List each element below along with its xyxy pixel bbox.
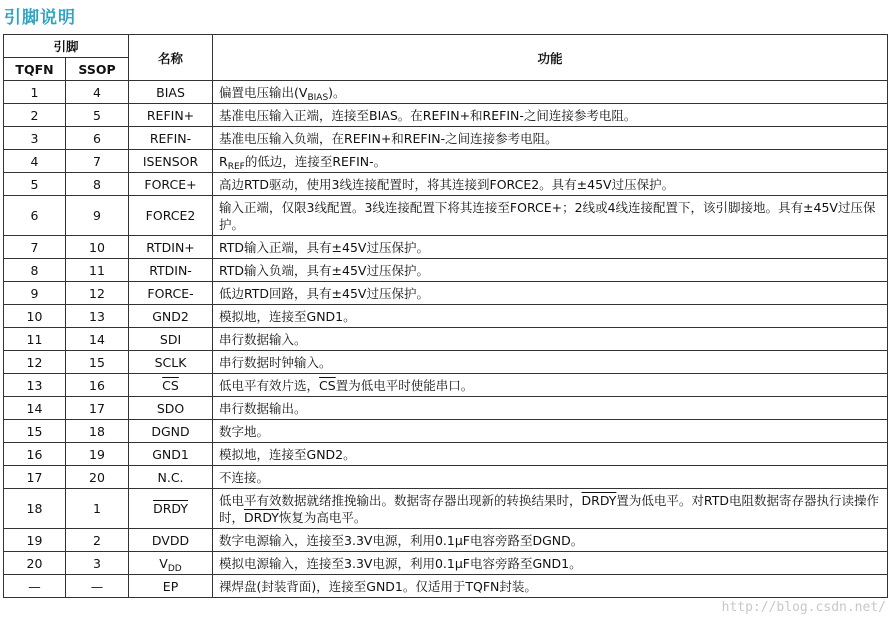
tqfn-cell: 14 <box>4 397 66 420</box>
ssop-cell: 4 <box>66 81 129 104</box>
function-cell <box>213 196 888 236</box>
table-row <box>4 374 888 397</box>
tqfn-cell: 20 <box>4 552 66 575</box>
function-cell <box>213 282 888 305</box>
table-row <box>4 420 888 443</box>
name-cell <box>129 104 213 127</box>
table-row <box>4 305 888 328</box>
name-cell <box>129 575 213 598</box>
function-text: 偏置电压输出(V <box>219 84 308 100</box>
tqfn-cell: 13 <box>4 374 66 397</box>
ssop-cell: 6 <box>66 127 129 150</box>
function-cell <box>213 173 888 196</box>
table-row <box>4 328 888 351</box>
table-row <box>4 127 888 150</box>
function-text: 裸焊盘(封装背面)，连接至GND1。仅适用于TQFN封装。 <box>219 578 537 594</box>
table-row <box>4 196 888 236</box>
pin-name-subscript: DD <box>167 563 182 574</box>
ssop-cell: 8 <box>66 173 129 196</box>
ssop-cell: 19 <box>66 443 129 466</box>
function-cell <box>213 397 888 420</box>
ssop-cell: 2 <box>66 529 129 552</box>
tqfn-cell: 16 <box>4 443 66 466</box>
ssop-cell: — <box>66 575 129 598</box>
pin-name: DVDD <box>151 532 190 548</box>
table-row <box>4 282 888 305</box>
name-cell <box>129 259 213 282</box>
ssop-cell: 11 <box>66 259 129 282</box>
pin-name: N.C. <box>157 469 184 485</box>
name-cell <box>129 489 213 529</box>
table-row <box>4 104 888 127</box>
function-text: 输入正端，仅限3线配置。3线连接配置下将其连接至FORCE+；2线或4线连接配置下，该引脚接地。具有±45V过压保护。 <box>219 199 876 232</box>
function-text: RTD输入负端，具有±45V过压保护。 <box>219 262 429 278</box>
function-text: 低边RTD回路，具有±45V过压保护。 <box>219 285 429 301</box>
ssop-cell: 12 <box>66 282 129 305</box>
function-text: )。 <box>328 84 346 100</box>
function-text: 置为低电平时使能串口。 <box>335 377 474 393</box>
ssop-cell: 20 <box>66 466 129 489</box>
function-text: 数字电源输入，连接至3.3V电源，利用0.1μF电容旁路至DGND。 <box>219 532 584 548</box>
function-text: 不连接。 <box>219 469 270 485</box>
function-cell <box>213 489 888 529</box>
function-cell <box>213 443 888 466</box>
function-text: 串行数据时钟输入。 <box>219 354 332 370</box>
name-cell <box>129 127 213 150</box>
function-cell <box>213 127 888 150</box>
ssop-cell: 9 <box>66 196 129 236</box>
header-tqfn: TQFN <box>4 58 66 81</box>
table-row <box>4 236 888 259</box>
tqfn-cell: 10 <box>4 305 66 328</box>
function-text: 的低边，连接至REFIN-。 <box>244 153 387 169</box>
table-row <box>4 351 888 374</box>
table-row <box>4 466 888 489</box>
pin-name: ISENSOR <box>142 153 199 169</box>
function-cell <box>213 529 888 552</box>
name-cell <box>129 173 213 196</box>
function-text: RTD输入正端，具有±45V过压保护。 <box>219 239 429 255</box>
function-text: R <box>219 153 228 169</box>
name-cell <box>129 420 213 443</box>
name-cell <box>129 529 213 552</box>
ssop-cell: 13 <box>66 305 129 328</box>
pin-name: BIAS <box>156 84 185 100</box>
tqfn-cell: 7 <box>4 236 66 259</box>
function-subscript: REF <box>227 161 245 172</box>
name-cell <box>129 466 213 489</box>
name-cell <box>129 328 213 351</box>
pin-name: RTDIN+ <box>146 239 195 255</box>
table-row <box>4 575 888 598</box>
tqfn-cell: 4 <box>4 150 66 173</box>
table-row <box>4 529 888 552</box>
table-row <box>4 489 888 529</box>
pin-name: FORCE- <box>147 285 194 301</box>
name-cell <box>129 443 213 466</box>
ssop-cell: 18 <box>66 420 129 443</box>
tqfn-cell: 19 <box>4 529 66 552</box>
pin-name: SDO <box>156 400 185 416</box>
name-cell <box>129 305 213 328</box>
function-cell <box>213 420 888 443</box>
page-title: 引脚说明 <box>4 8 76 28</box>
pin-name-overline: DRDY <box>153 501 188 516</box>
tqfn-cell: 3 <box>4 127 66 150</box>
pin-name: EP <box>162 578 179 594</box>
function-text: 模拟电源输入，连接至3.3V电源，利用0.1μF电容旁路至GND1。 <box>219 555 582 571</box>
tqfn-cell: 9 <box>4 282 66 305</box>
function-cell <box>213 81 888 104</box>
name-cell <box>129 150 213 173</box>
name-cell <box>129 81 213 104</box>
function-text: 基准电压输入正端，连接至BIAS。在REFIN+和REFIN-之间连接参考电阻。 <box>219 107 637 123</box>
function-cell <box>213 351 888 374</box>
ssop-cell: 15 <box>66 351 129 374</box>
ssop-cell: 3 <box>66 552 129 575</box>
tqfn-cell: 15 <box>4 420 66 443</box>
tqfn-cell: 1 <box>4 81 66 104</box>
pin-name: REFIN+ <box>146 107 195 123</box>
function-text: 高边RTD驱动，使用3线连接配置时，将其连接到FORCE2。具有±45V过压保护。 <box>219 176 675 192</box>
name-cell <box>129 552 213 575</box>
header-ssop: SSOP <box>66 58 129 81</box>
pin-name: DGND <box>151 423 190 439</box>
pin-name: FORCE+ <box>144 176 197 192</box>
pin-name: GND1 <box>152 446 189 462</box>
header-name: 名称 <box>129 35 213 81</box>
function-cell <box>213 575 888 598</box>
tqfn-cell: 6 <box>4 196 66 236</box>
header-pin: 引脚 <box>4 35 129 58</box>
ssop-cell: 16 <box>66 374 129 397</box>
table-row <box>4 150 888 173</box>
function-text: 恢复为高电平。 <box>278 509 367 525</box>
watermark: http://blog.csdn.net/ <box>721 600 886 615</box>
table-row <box>4 259 888 282</box>
name-cell <box>129 236 213 259</box>
function-cell <box>213 150 888 173</box>
table-row <box>4 443 888 466</box>
ssop-cell: 7 <box>66 150 129 173</box>
function-text: 低电平有效片选， <box>219 377 320 393</box>
ssop-cell: 17 <box>66 397 129 420</box>
function-cell <box>213 466 888 489</box>
function-text: 模拟地，连接至GND1。 <box>219 308 356 324</box>
name-cell <box>129 397 213 420</box>
header-function: 功能 <box>213 35 888 81</box>
function-text: 数字地。 <box>219 423 270 439</box>
name-cell <box>129 351 213 374</box>
function-cell <box>213 104 888 127</box>
name-cell <box>129 196 213 236</box>
function-text: 串行数据输入。 <box>219 331 307 347</box>
tqfn-cell: 8 <box>4 259 66 282</box>
function-overline: $\overline{CS}$ <box>319 377 336 393</box>
table-row <box>4 173 888 196</box>
tqfn-cell: 11 <box>4 328 66 351</box>
ssop-cell: 1 <box>66 489 129 529</box>
pin-name: REFIN- <box>149 130 192 146</box>
function-text: 低电平有效数据就绪推挽输出。数据寄存器出现新的转换结果时， <box>219 492 582 508</box>
tqfn-cell: — <box>4 575 66 598</box>
function-text: 置为低电平。对RTD电阻数据寄存器执行读操作时， <box>219 492 879 525</box>
name-cell <box>129 282 213 305</box>
pin-name: RTDIN- <box>149 262 192 278</box>
pin-name: V <box>159 555 168 571</box>
function-text: 串行数据输出。 <box>219 400 307 416</box>
table-row <box>4 81 888 104</box>
pin-name: SDI <box>159 331 182 347</box>
pin-name: GND2 <box>152 308 189 324</box>
ssop-cell: 10 <box>66 236 129 259</box>
ssop-cell: 5 <box>66 104 129 127</box>
tqfn-cell: 18 <box>4 489 66 529</box>
function-cell <box>213 328 888 351</box>
function-text: 模拟地，连接至GND2。 <box>219 446 356 462</box>
pin-name: SCLK <box>154 354 187 370</box>
function-overline: DRDY <box>581 492 617 508</box>
function-text: 基准电压输入负端，在REFIN+和REFIN-之间连接参考电阻。 <box>219 130 558 146</box>
table-row <box>4 552 888 575</box>
tqfn-cell: 17 <box>4 466 66 489</box>
function-cell <box>213 236 888 259</box>
function-cell <box>213 259 888 282</box>
function-overline: DRDY <box>244 509 279 525</box>
tqfn-cell: 2 <box>4 104 66 127</box>
function-subscript: BIAS <box>307 92 329 103</box>
function-cell <box>213 305 888 328</box>
function-cell <box>213 552 888 575</box>
function-cell <box>213 374 888 397</box>
table-row <box>4 397 888 420</box>
name-cell <box>129 374 213 397</box>
tqfn-cell: 5 <box>4 173 66 196</box>
pin-name-overline: $\overline{CS}$ <box>162 377 179 393</box>
tqfn-cell: 12 <box>4 351 66 374</box>
pin-description-table <box>3 34 888 598</box>
pin-name: FORCE2 <box>145 208 196 223</box>
ssop-cell: 14 <box>66 328 129 351</box>
